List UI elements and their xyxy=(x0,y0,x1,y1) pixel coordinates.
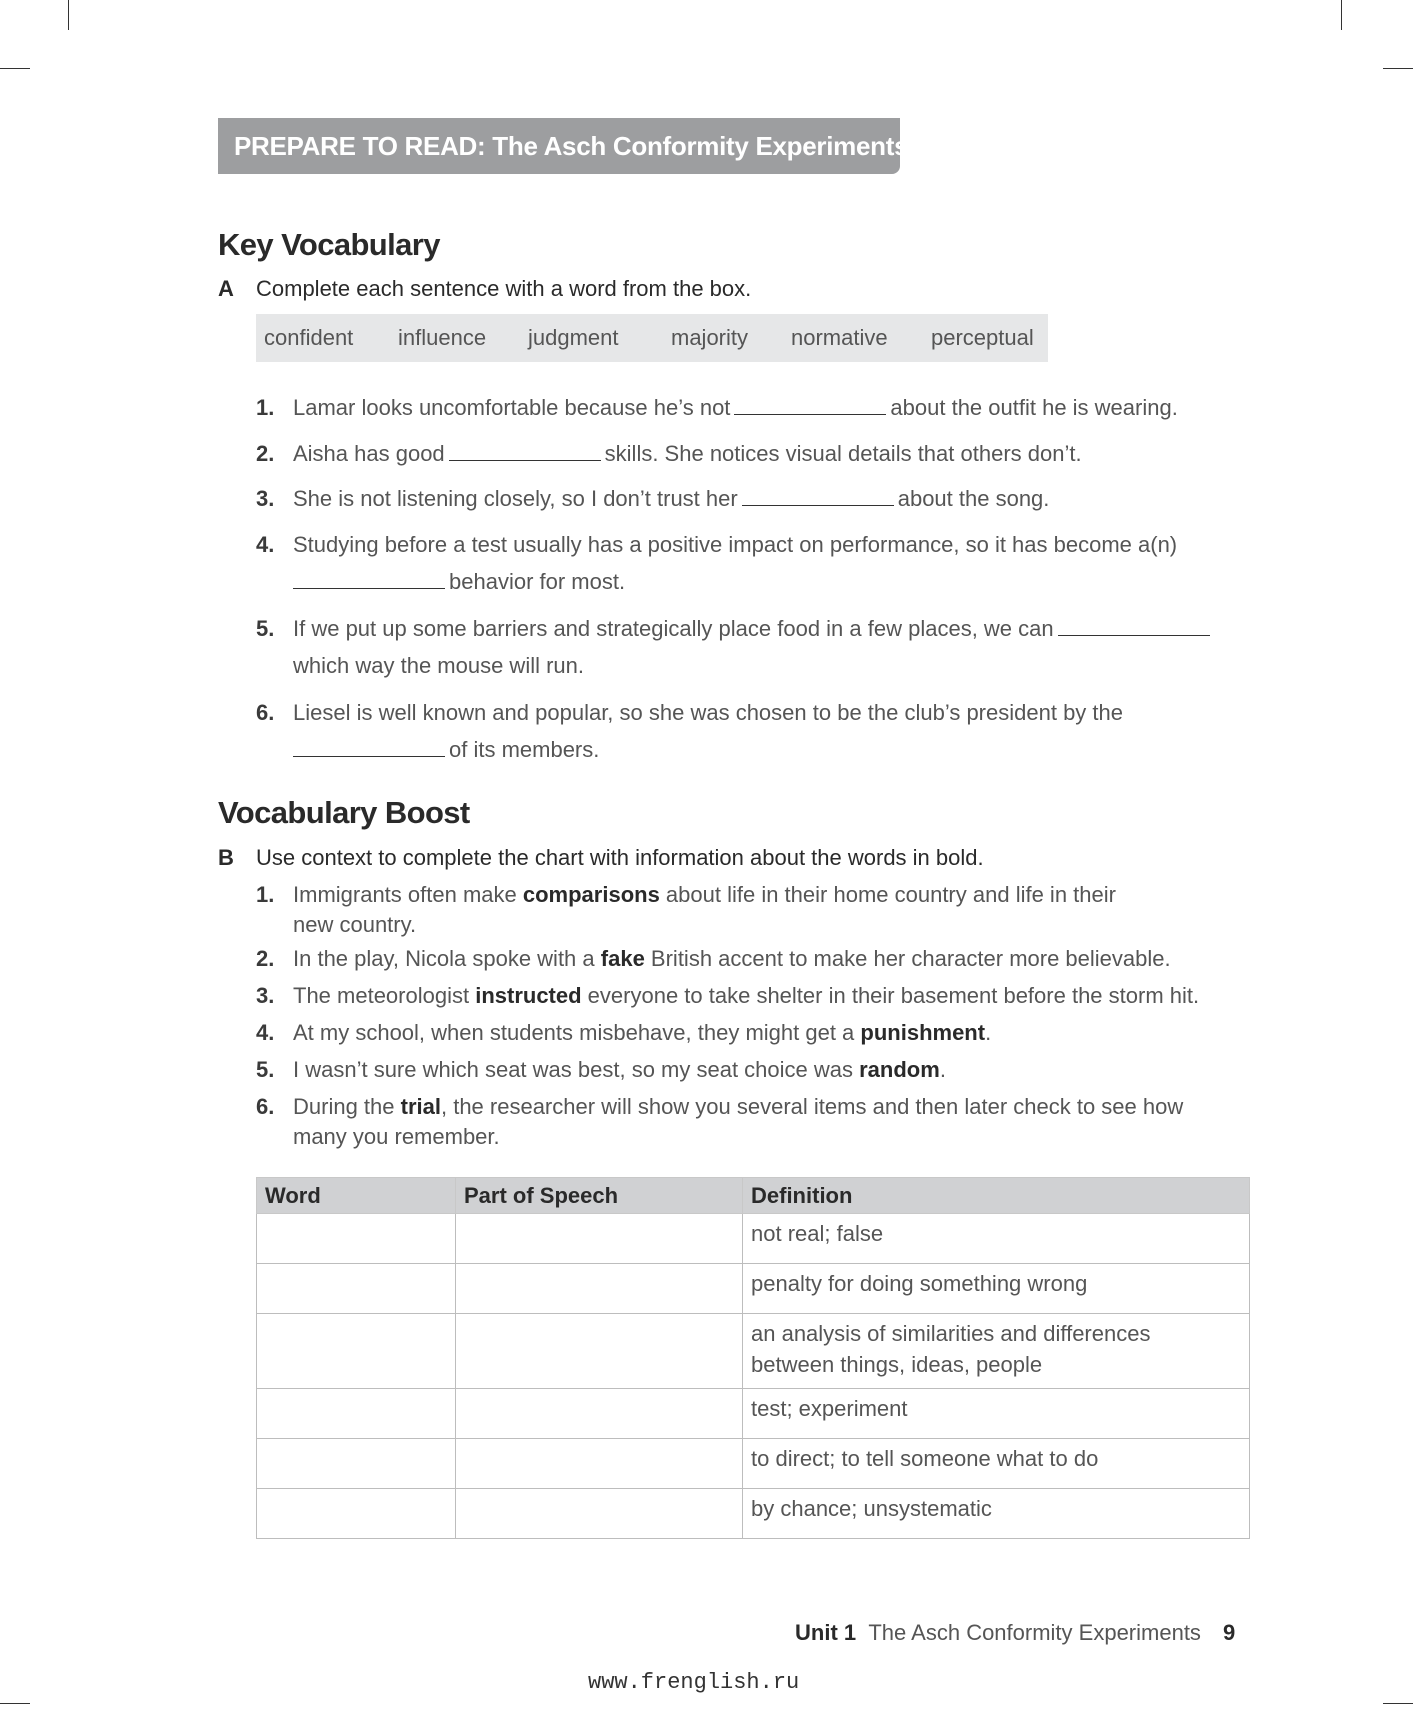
bold-word: punishment xyxy=(860,1020,986,1045)
crop-mark xyxy=(1383,1703,1413,1704)
question-number: 2. xyxy=(256,441,275,466)
vocabulary-chart xyxy=(256,1177,1250,1539)
sentence-text: British accent to make her character more believable. xyxy=(644,946,1171,971)
exercise-letter: B xyxy=(218,845,234,870)
part-of-speech-cell[interactable] xyxy=(456,1439,743,1489)
question-text: of its members. xyxy=(449,737,600,762)
chart-row xyxy=(257,1214,1250,1264)
chart-row xyxy=(257,1489,1250,1539)
sentence-item xyxy=(256,1018,991,1048)
bold-word: trial xyxy=(400,1094,441,1119)
definition-cell xyxy=(743,1214,1250,1264)
part-of-speech-cell[interactable] xyxy=(456,1214,743,1264)
chart-header-row xyxy=(257,1178,1250,1214)
sentence-text: . xyxy=(939,1057,946,1082)
definition-text: between things, ideas, people xyxy=(751,1352,1043,1377)
word-box xyxy=(256,314,1048,362)
crop-mark xyxy=(0,1703,30,1704)
word-cell[interactable] xyxy=(257,1314,456,1389)
crop-mark xyxy=(68,0,69,30)
question-item xyxy=(256,480,1049,517)
word-cell[interactable] xyxy=(257,1439,456,1489)
sentence-text: At my school, when students misbehave, they might get a xyxy=(293,1020,861,1045)
word-box-item: normative xyxy=(791,325,888,350)
definition-text: by chance; unsystematic xyxy=(751,1496,992,1521)
answer-blank[interactable] xyxy=(742,481,894,506)
bold-word: random xyxy=(859,1057,940,1082)
question-text: behavior for most. xyxy=(449,569,626,594)
chart-row xyxy=(257,1439,1250,1489)
sentence-text: During the xyxy=(293,1094,401,1119)
question-text: She is not listening closely, so I don’t trust her xyxy=(293,486,738,511)
question-item xyxy=(256,694,1123,768)
header-word: Word xyxy=(257,1178,456,1214)
word-box-item: influence xyxy=(398,325,487,350)
part-of-speech-cell[interactable] xyxy=(456,1389,743,1439)
sentence-text: many you remember. xyxy=(293,1124,500,1149)
question-text: Aisha has good xyxy=(293,441,445,466)
item-number: 2. xyxy=(256,946,275,971)
question-text: If we put up some barriers and strategically place food in a few places, we can xyxy=(293,616,1054,641)
question-number: 3. xyxy=(256,486,275,511)
question-item xyxy=(256,435,1082,472)
definition-text: to direct; to tell someone what to do xyxy=(751,1446,1099,1471)
word-box-item: judgment xyxy=(528,325,619,350)
sentence-item xyxy=(256,1092,1183,1152)
bold-word: comparisons xyxy=(522,882,660,907)
definition-text: test; experiment xyxy=(751,1396,908,1421)
definition-cell xyxy=(743,1489,1250,1539)
instruction-a xyxy=(218,276,751,302)
question-number: 1. xyxy=(256,395,275,420)
item-number: 3. xyxy=(256,983,275,1008)
answer-blank[interactable] xyxy=(449,436,601,461)
word-box-item: confident xyxy=(264,325,354,350)
question-text: Lamar looks uncomfortable because he’s not xyxy=(293,395,731,420)
sentence-text: about life in their home country and life in their xyxy=(659,882,1116,907)
question-number: 6. xyxy=(256,700,275,725)
item-number: 1. xyxy=(256,882,275,907)
question-number: 5. xyxy=(256,616,275,641)
word-cell[interactable] xyxy=(257,1214,456,1264)
crop-mark xyxy=(1341,0,1342,30)
answer-blank[interactable] xyxy=(1058,611,1210,636)
sentence-text: everyone to take shelter in their basement before the storm hit. xyxy=(581,983,1200,1008)
sentence-text: , the researcher will show you several items and then later check to see how xyxy=(440,1094,1184,1119)
question-text: which way the mouse will run. xyxy=(293,653,585,678)
crop-mark xyxy=(1383,68,1413,69)
question-item xyxy=(256,389,1178,426)
part-of-speech-cell[interactable] xyxy=(456,1489,743,1539)
vocabulary-boost-heading: Vocabulary Boost xyxy=(218,795,470,830)
question-text: about the song. xyxy=(897,486,1050,511)
section-banner: PREPARE TO READ: The Asch Conformity Experiments xyxy=(218,118,900,174)
page-number: 9 xyxy=(1222,1620,1236,1645)
chart-row xyxy=(257,1389,1250,1439)
question-text: skills. She notices visual details that others don’t. xyxy=(604,441,1082,466)
definition-cell xyxy=(743,1314,1250,1389)
question-text: about the outfit he is wearing. xyxy=(890,395,1178,420)
footer-title: The Asch Conformity Experiments xyxy=(868,1620,1201,1645)
exercise-letter: A xyxy=(218,276,234,301)
header-definition: Definition xyxy=(743,1178,1250,1214)
word-box-item: perceptual xyxy=(931,325,1034,350)
item-number: 4. xyxy=(256,1020,275,1045)
item-number: 6. xyxy=(256,1094,275,1119)
header-part-of-speech: Part of Speech xyxy=(456,1178,743,1214)
word-cell[interactable] xyxy=(257,1264,456,1314)
definition-cell xyxy=(743,1439,1250,1489)
instruction-b xyxy=(218,845,984,871)
word-cell[interactable] xyxy=(257,1389,456,1439)
sentence-text: new country. xyxy=(293,912,417,937)
answer-blank[interactable] xyxy=(734,390,886,415)
definition-cell xyxy=(743,1264,1250,1314)
bold-word: instructed xyxy=(475,983,582,1008)
sentence-item xyxy=(256,981,1199,1011)
crop-mark xyxy=(0,68,30,69)
word-box-item: majority xyxy=(671,325,749,350)
instruction-text: Use context to complete the chart with information about the words in bold. xyxy=(256,845,984,870)
definition-text: an analysis of similarities and differences xyxy=(751,1321,1151,1346)
sentence-item xyxy=(256,880,1116,940)
chart-row xyxy=(257,1314,1250,1389)
chart-row xyxy=(257,1264,1250,1314)
sentence-text: I wasn’t sure which seat was best, so my seat choice was xyxy=(293,1057,860,1082)
part-of-speech-cell[interactable] xyxy=(456,1314,743,1389)
page-footer xyxy=(795,1620,1235,1646)
key-vocabulary-heading: Key Vocabulary xyxy=(218,227,440,262)
answer-blank[interactable] xyxy=(293,732,445,757)
sentence-text: Immigrants often make xyxy=(293,882,523,907)
question-number: 4. xyxy=(256,532,275,557)
sentence-text: In the play, Nicola spoke with a xyxy=(293,946,601,971)
sentence-text: The meteorologist xyxy=(293,983,476,1008)
sentence-item xyxy=(256,944,1171,974)
answer-blank[interactable] xyxy=(293,564,445,589)
part-of-speech-cell[interactable] xyxy=(456,1264,743,1314)
item-number: 5. xyxy=(256,1057,275,1082)
definition-cell xyxy=(743,1389,1250,1439)
bold-word: fake xyxy=(600,946,645,971)
definition-text: penalty for doing something wrong xyxy=(751,1271,1088,1296)
question-item xyxy=(256,526,1177,600)
word-cell[interactable] xyxy=(257,1489,456,1539)
question-text: Liesel is well known and popular, so she was chosen to be the club’s president by the xyxy=(293,700,1123,725)
sentence-text: . xyxy=(985,1020,992,1045)
sentence-item xyxy=(256,1055,946,1085)
website-url: www.frenglish.ru xyxy=(588,1670,800,1695)
definition-text: not real; false xyxy=(751,1221,884,1246)
question-text: Studying before a test usually has a positive impact on performance, so it has become a(n) xyxy=(293,532,1178,557)
footer-unit: Unit 1 xyxy=(795,1620,857,1645)
question-item xyxy=(256,610,1214,684)
instruction-text: Complete each sentence with a word from the box. xyxy=(256,276,752,301)
